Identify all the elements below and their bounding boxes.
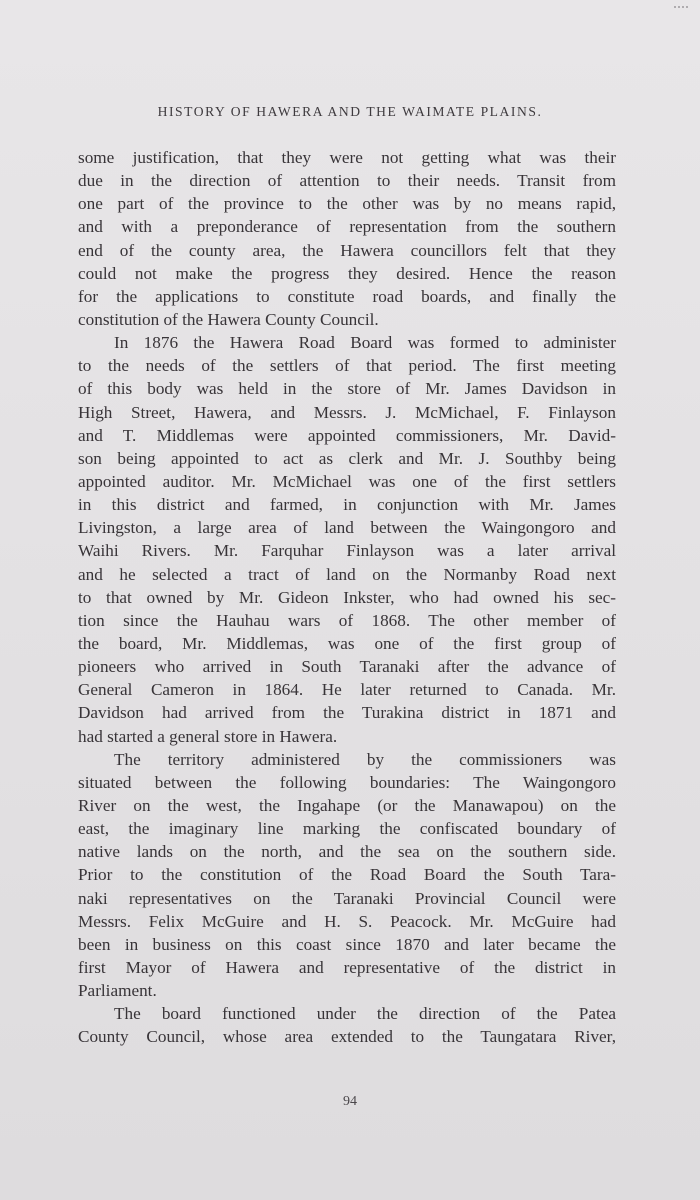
text-line: Prior to the constitution of the Road Board the South Tara-	[78, 865, 616, 885]
text-line: due in the direction of attention to their needs. Transit from	[78, 171, 616, 191]
text-line: for the applications to constitute road boards, and finally the	[78, 286, 616, 306]
text-line: Waihi Rivers. Mr. Farquhar Finlayson was a later arrival	[78, 541, 616, 561]
text-line: the board, Mr. Middlemas, was one of the first group of	[78, 633, 616, 653]
body-text	[78, 146, 616, 1048]
text-line: some justification, that they were not getting what was their	[78, 148, 616, 167]
text-line: east, the imaginary line marking the confiscated boundary of	[78, 819, 616, 839]
text-line: pioneers who arrived in South Taranaki after the advance of	[78, 657, 616, 677]
text-line: Messrs. Felix McGuire and H. S. Peacock. Mr. McGuire had	[78, 911, 616, 931]
text-line: Davidson had arrived from the Turakina district in 1871 and	[78, 703, 616, 723]
text-line: tion since the Hauhau wars of 1868. The other member of	[78, 610, 616, 630]
text-line: constitution of the Hawera County Council.	[78, 309, 379, 329]
page-blemish	[674, 6, 688, 16]
text-line: end of the county area, the Hawera councillors felt that they	[78, 240, 616, 260]
text-line: native lands on the north, and the sea on the southern side.	[78, 842, 616, 862]
text-line: and with a preponderance of representation from the southern	[78, 217, 616, 237]
text-line: of this body was held in the store of Mr. James Davidson in	[78, 379, 616, 399]
text-line: situated between the following boundaries: The Waingongoro	[78, 772, 616, 792]
running-header: HISTORY OF HAWERA AND THE WAIMATE PLAINS.	[157, 104, 543, 119]
text-line: County Council, whose area extended to the Taungatara River,	[78, 1027, 616, 1047]
text-line: naki representatives on the Taranaki Provincial Council were	[78, 888, 616, 908]
text-line: Livingston, a large area of land between the Waingongoro and	[78, 518, 616, 538]
text-line: In 1876 the Hawera Road Board was formed to administer	[114, 333, 616, 353]
text-line: appointed auditor. Mr. McMichael was one of the first settlers	[78, 471, 616, 491]
text-line: The territory administered by the commissioners was	[114, 749, 616, 769]
text-line: High Street, Hawera, and Messrs. J. McMichael, F. Finlayson	[78, 402, 616, 422]
text-line: been in business on this coast since 1870 and later became the	[78, 934, 616, 954]
text-line: and he selected a tract of land on the Normanby Road next	[78, 564, 616, 584]
text-line: to that owned by Mr. Gideon Inkster, who had owned his sec-	[78, 587, 616, 607]
text-line: first Mayor of Hawera and representative of the district in	[78, 957, 616, 977]
text-line: in this district and farmed, in conjunction with Mr. James	[78, 495, 616, 515]
text-line: General Cameron in 1864. He later returned to Canada. Mr.	[78, 680, 616, 700]
text-line: The board functioned under the direction of the Patea	[114, 1004, 616, 1024]
text-line: River on the west, the Ingahape (or the Manawapou) on the	[78, 795, 616, 815]
text-line: and T. Middlemas were appointed commissioners, Mr. David-	[78, 425, 616, 445]
text-line: one part of the province to the other was by no means rapid,	[78, 194, 616, 214]
text-line: to the needs of the settlers of that period. The first meeting	[78, 356, 616, 376]
text-line: Parliament.	[78, 981, 157, 1001]
text-line: had started a general store in Hawera.	[78, 726, 338, 746]
text-line: son being appointed to act as clerk and Mr. J. Southby being	[78, 448, 616, 468]
text-line: could not make the progress they desired. Hence the reason	[78, 263, 616, 283]
page-number: 94	[343, 1094, 357, 1109]
